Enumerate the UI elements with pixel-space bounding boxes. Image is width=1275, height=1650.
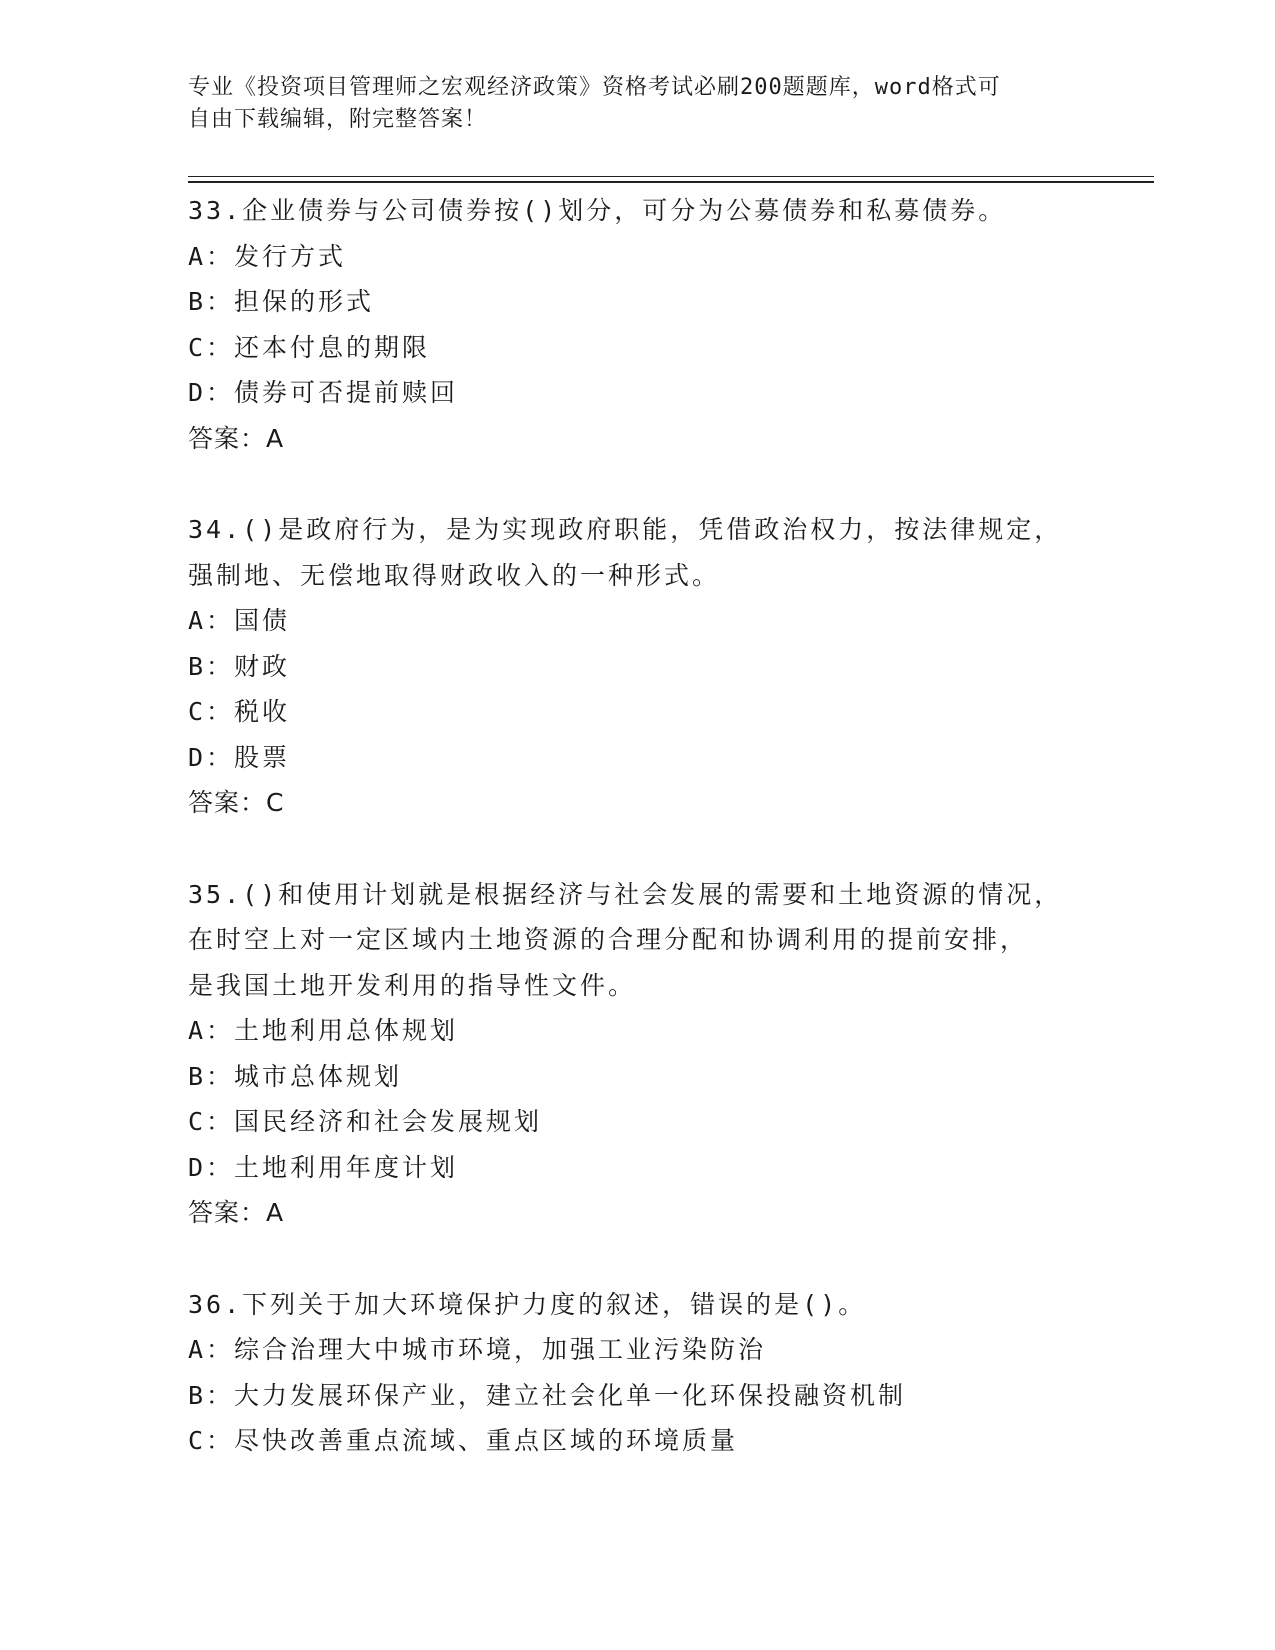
header-divider-thick [188,181,1154,183]
question-stem: 是我国土地开发利用的指导性文件。 [188,970,637,1000]
option-d: D：债券可否提前赎回 [188,378,459,407]
question-item [188,507,1088,826]
question-stem: 在时空上对一定区域内土地资源的合理分配和协调利用的提前安排， [188,925,1029,954]
question-item [188,872,1088,1236]
option-a: A：国债 [188,606,291,635]
option-a: A：发行方式 [188,241,347,271]
answer-label: 答案：C [188,788,285,817]
question-stem: 强制地、无偿地取得财政收入的一种形式。 [188,560,721,590]
option-c: C：税收 [188,697,291,726]
option-c: C：尽快改善重点流域、重点区域的环境质量 [188,1426,739,1455]
answer-label: 答案：A [188,1198,285,1227]
option-d: D：股票 [188,742,291,772]
option-b: B：财政 [188,651,291,681]
question-item [188,1282,1088,1464]
option-d: D：土地利用年度计划 [188,1152,459,1182]
header-line-2: 自由下载编辑，附完整答案！ [188,107,488,132]
option-a: A：土地利用总体规划 [188,1016,459,1045]
header-divider [188,176,1154,177]
question-stem: 35.()和使用计划就是根据经济与社会发展的需要和土地资源的情况， [188,879,1063,909]
option-b: B：大力发展环保产业，建立社会化单一化环保投融资机制 [188,1380,907,1410]
option-c: C：国民经济和社会发展规划 [188,1107,543,1136]
option-a: A：综合治理大中城市环境，加强工业污染防治 [188,1335,767,1364]
option-b: B：城市总体规划 [188,1061,403,1091]
question-stem: 33.企业债券与公司债券按()划分，可分为公募债券和私募债券。 [188,196,1007,225]
header-line-1: 专业《投资项目管理师之宏观经济政策》资格考试必刷200题题库，word格式可 [188,75,1001,100]
document-header [188,72,1088,136]
question-stem: 36.下列关于加大环境保护力度的叙述，错误的是()。 [188,1289,867,1319]
question-stem: 34.()是政府行为，是为实现政府职能，凭借政治权力，按法律规定， [188,515,1063,544]
answer-label: 答案：A [188,423,285,453]
option-c: C：还本付息的期限 [188,332,431,362]
question-list [188,188,1088,1510]
question-item [188,188,1088,461]
option-b: B：担保的形式 [188,287,375,316]
